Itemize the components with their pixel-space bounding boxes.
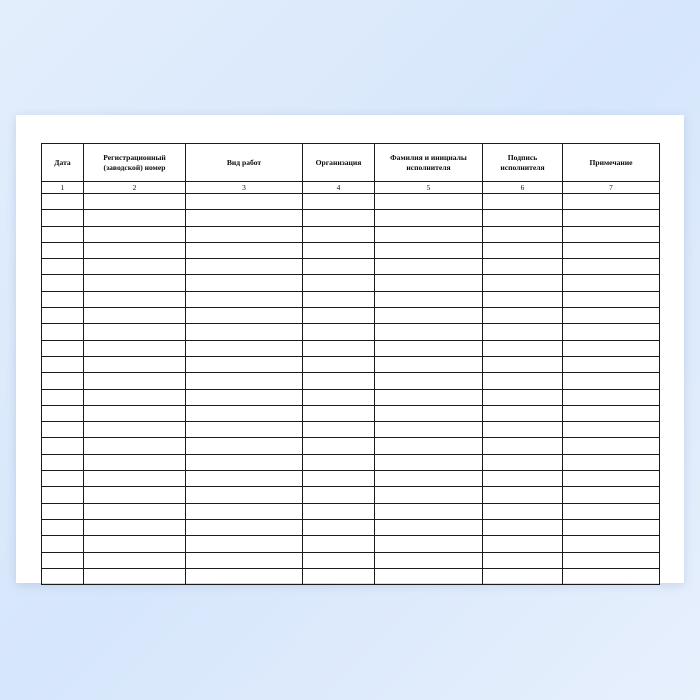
table-cell[interactable] [42, 454, 84, 470]
table-cell[interactable] [303, 405, 375, 421]
table-cell[interactable] [84, 275, 186, 291]
table-cell[interactable] [483, 291, 563, 307]
table-cell[interactable] [563, 438, 660, 454]
table-header [42, 144, 660, 194]
table-cell[interactable] [563, 519, 660, 535]
table-row[interactable] [42, 194, 660, 210]
table-cell[interactable] [303, 275, 375, 291]
table-cell[interactable] [375, 471, 483, 487]
table-cell[interactable] [483, 389, 563, 405]
table-cell[interactable] [186, 487, 303, 503]
table-cell[interactable] [42, 519, 84, 535]
table-cell[interactable] [563, 487, 660, 503]
table-cell[interactable] [375, 275, 483, 291]
table-cell[interactable] [375, 210, 483, 226]
table-cell[interactable] [303, 454, 375, 470]
table-row[interactable] [42, 454, 660, 470]
table-cell[interactable] [186, 389, 303, 405]
table-cell[interactable] [375, 324, 483, 340]
table-cell[interactable] [483, 356, 563, 372]
table-cell[interactable] [375, 356, 483, 372]
table-cell[interactable] [186, 210, 303, 226]
table-row[interactable] [42, 356, 660, 372]
table-cell[interactable] [42, 210, 84, 226]
journal-table [41, 143, 660, 585]
table-cell[interactable] [563, 405, 660, 421]
table-cell[interactable] [186, 568, 303, 584]
table-cell[interactable] [42, 568, 84, 584]
table-cell[interactable] [375, 519, 483, 535]
table-cell[interactable] [84, 194, 186, 210]
table-cell[interactable] [42, 389, 84, 405]
column-number-4: 4 [303, 182, 375, 194]
table-cell[interactable] [375, 340, 483, 356]
table-cell[interactable] [303, 519, 375, 535]
table-cell[interactable] [42, 503, 84, 519]
table-cell[interactable] [186, 324, 303, 340]
table-cell[interactable] [375, 422, 483, 438]
table-cell[interactable] [84, 422, 186, 438]
table-row[interactable] [42, 324, 660, 340]
journal-table-container [41, 143, 659, 585]
table-cell[interactable] [42, 226, 84, 242]
table-cell[interactable] [42, 194, 84, 210]
table-cell[interactable] [303, 356, 375, 372]
table-cell[interactable] [483, 324, 563, 340]
table-cell[interactable] [375, 503, 483, 519]
table-cell[interactable] [563, 242, 660, 258]
column-header-registration-number: Регистрационный (заводской) номер [84, 144, 186, 182]
table-cell[interactable] [42, 422, 84, 438]
table-cell[interactable] [84, 487, 186, 503]
table-cell[interactable] [84, 259, 186, 275]
table-cell[interactable] [375, 487, 483, 503]
table-cell[interactable] [563, 340, 660, 356]
table-cell[interactable] [42, 536, 84, 552]
table-row[interactable] [42, 340, 660, 356]
table-row[interactable] [42, 259, 660, 275]
table-cell[interactable] [375, 405, 483, 421]
table-cell[interactable] [84, 405, 186, 421]
table-row[interactable] [42, 503, 660, 519]
table-row[interactable] [42, 405, 660, 421]
table-cell[interactable] [483, 226, 563, 242]
table-cell[interactable] [483, 373, 563, 389]
table-cell[interactable] [375, 568, 483, 584]
table-cell[interactable] [375, 259, 483, 275]
table-cell[interactable] [563, 373, 660, 389]
table-cell[interactable] [186, 242, 303, 258]
table-row[interactable] [42, 291, 660, 307]
table-cell[interactable] [563, 226, 660, 242]
table-cell[interactable] [303, 324, 375, 340]
table-cell[interactable] [84, 340, 186, 356]
table-cell[interactable] [483, 340, 563, 356]
table-cell[interactable] [42, 308, 84, 324]
table-row[interactable] [42, 210, 660, 226]
table-cell[interactable] [186, 519, 303, 535]
table-cell[interactable] [563, 471, 660, 487]
table-cell[interactable] [84, 291, 186, 307]
table-cell[interactable] [84, 438, 186, 454]
table-cell[interactable] [483, 471, 563, 487]
table-cell[interactable] [303, 226, 375, 242]
table-row[interactable] [42, 275, 660, 291]
table-cell[interactable] [84, 471, 186, 487]
table-cell[interactable] [303, 291, 375, 307]
column-number-1: 1 [42, 182, 84, 194]
table-cell[interactable] [42, 438, 84, 454]
table-row[interactable] [42, 438, 660, 454]
table-cell[interactable] [563, 552, 660, 568]
table-row[interactable] [42, 373, 660, 389]
table-cell[interactable] [563, 275, 660, 291]
table-cell[interactable] [483, 242, 563, 258]
table-cell[interactable] [303, 438, 375, 454]
table-cell[interactable] [186, 356, 303, 372]
table-cell[interactable] [303, 471, 375, 487]
table-cell[interactable] [375, 226, 483, 242]
table-cell[interactable] [303, 536, 375, 552]
table-row[interactable] [42, 568, 660, 584]
table-body [42, 194, 660, 585]
table-cell[interactable] [303, 487, 375, 503]
table-cell[interactable] [303, 242, 375, 258]
table-cell[interactable] [375, 242, 483, 258]
table-cell[interactable] [186, 422, 303, 438]
table-cell[interactable] [303, 568, 375, 584]
table-cell[interactable] [84, 552, 186, 568]
table-cell[interactable] [84, 356, 186, 372]
table-row[interactable] [42, 487, 660, 503]
table-cell[interactable] [42, 275, 84, 291]
table-cell[interactable] [563, 291, 660, 307]
table-row[interactable] [42, 308, 660, 324]
table-cell[interactable] [483, 438, 563, 454]
table-cell[interactable] [84, 308, 186, 324]
table-cell[interactable] [186, 308, 303, 324]
table-cell[interactable] [563, 194, 660, 210]
table-cell[interactable] [563, 422, 660, 438]
table-cell[interactable] [42, 471, 84, 487]
table-cell[interactable] [375, 389, 483, 405]
table-cell[interactable] [84, 210, 186, 226]
table-cell[interactable] [563, 356, 660, 372]
table-cell[interactable] [303, 194, 375, 210]
table-header-row [42, 144, 660, 182]
table-cell[interactable] [186, 373, 303, 389]
table-cell[interactable] [483, 194, 563, 210]
paper-sheet [16, 115, 684, 583]
table-cell[interactable] [303, 340, 375, 356]
table-cell[interactable] [375, 373, 483, 389]
table-cell[interactable] [563, 324, 660, 340]
table-cell[interactable] [84, 324, 186, 340]
table-cell[interactable] [483, 503, 563, 519]
column-header-notes: Примечание [563, 144, 660, 182]
table-cell[interactable] [186, 438, 303, 454]
table-cell[interactable] [303, 373, 375, 389]
table-cell[interactable] [186, 275, 303, 291]
table-cell[interactable] [42, 356, 84, 372]
column-header-work-type: Вид работ [186, 144, 303, 182]
table-cell[interactable] [186, 471, 303, 487]
table-cell[interactable] [186, 194, 303, 210]
table-cell[interactable] [483, 519, 563, 535]
table-cell[interactable] [563, 308, 660, 324]
table-row[interactable] [42, 389, 660, 405]
table-cell[interactable] [375, 536, 483, 552]
table-cell[interactable] [84, 226, 186, 242]
table-cell[interactable] [84, 568, 186, 584]
table-cell[interactable] [483, 487, 563, 503]
table-cell[interactable] [563, 503, 660, 519]
table-cell[interactable] [84, 373, 186, 389]
table-column-number-row [42, 182, 660, 194]
table-cell[interactable] [483, 405, 563, 421]
column-header-executor-name: Фамилия и инициалы исполнителя [375, 144, 483, 182]
column-number-3: 3 [186, 182, 303, 194]
column-header-organization: Организация [303, 144, 375, 182]
table-cell[interactable] [483, 259, 563, 275]
table-cell[interactable] [42, 405, 84, 421]
table-cell[interactable] [186, 552, 303, 568]
table-cell[interactable] [42, 324, 84, 340]
table-cell[interactable] [42, 291, 84, 307]
table-cell[interactable] [563, 389, 660, 405]
column-header-executor-signature: Подпись исполнителя [483, 144, 563, 182]
table-cell[interactable] [186, 536, 303, 552]
table-cell[interactable] [375, 308, 483, 324]
table-cell[interactable] [303, 503, 375, 519]
table-cell[interactable] [303, 422, 375, 438]
table-cell[interactable] [186, 291, 303, 307]
table-cell[interactable] [84, 454, 186, 470]
table-cell[interactable] [483, 422, 563, 438]
table-row[interactable] [42, 536, 660, 552]
table-cell[interactable] [84, 389, 186, 405]
table-cell[interactable] [483, 568, 563, 584]
table-cell[interactable] [563, 568, 660, 584]
table-cell[interactable] [483, 275, 563, 291]
table-cell[interactable] [483, 308, 563, 324]
column-number-6: 6 [483, 182, 563, 194]
table-cell[interactable] [84, 536, 186, 552]
table-cell[interactable] [42, 487, 84, 503]
table-cell[interactable] [42, 552, 84, 568]
table-cell[interactable] [186, 405, 303, 421]
table-cell[interactable] [563, 536, 660, 552]
table-cell[interactable] [563, 259, 660, 275]
table-row[interactable] [42, 519, 660, 535]
table-cell[interactable] [375, 194, 483, 210]
column-number-7: 7 [563, 182, 660, 194]
table-cell[interactable] [42, 259, 84, 275]
table-cell[interactable] [375, 552, 483, 568]
table-cell[interactable] [42, 340, 84, 356]
table-cell[interactable] [42, 242, 84, 258]
table-cell[interactable] [84, 519, 186, 535]
table-cell[interactable] [186, 340, 303, 356]
table-cell[interactable] [84, 242, 186, 258]
table-cell[interactable] [303, 308, 375, 324]
table-cell[interactable] [42, 373, 84, 389]
table-row[interactable] [42, 226, 660, 242]
table-cell[interactable] [375, 438, 483, 454]
column-number-5: 5 [375, 182, 483, 194]
table-cell[interactable] [483, 210, 563, 226]
table-cell[interactable] [375, 454, 483, 470]
table-row[interactable] [42, 242, 660, 258]
table-cell[interactable] [186, 226, 303, 242]
table-cell[interactable] [303, 259, 375, 275]
table-cell[interactable] [186, 259, 303, 275]
table-row[interactable] [42, 552, 660, 568]
table-cell[interactable] [186, 454, 303, 470]
column-header-date: Дата [42, 144, 84, 182]
table-cell[interactable] [483, 454, 563, 470]
column-number-2: 2 [84, 182, 186, 194]
table-cell[interactable] [563, 454, 660, 470]
table-cell[interactable] [375, 291, 483, 307]
table-cell[interactable] [303, 389, 375, 405]
table-cell[interactable] [303, 210, 375, 226]
table-cell[interactable] [563, 210, 660, 226]
table-cell[interactable] [483, 552, 563, 568]
table-cell[interactable] [303, 552, 375, 568]
table-row[interactable] [42, 471, 660, 487]
table-cell[interactable] [84, 503, 186, 519]
table-cell[interactable] [483, 536, 563, 552]
table-cell[interactable] [186, 503, 303, 519]
table-row[interactable] [42, 422, 660, 438]
